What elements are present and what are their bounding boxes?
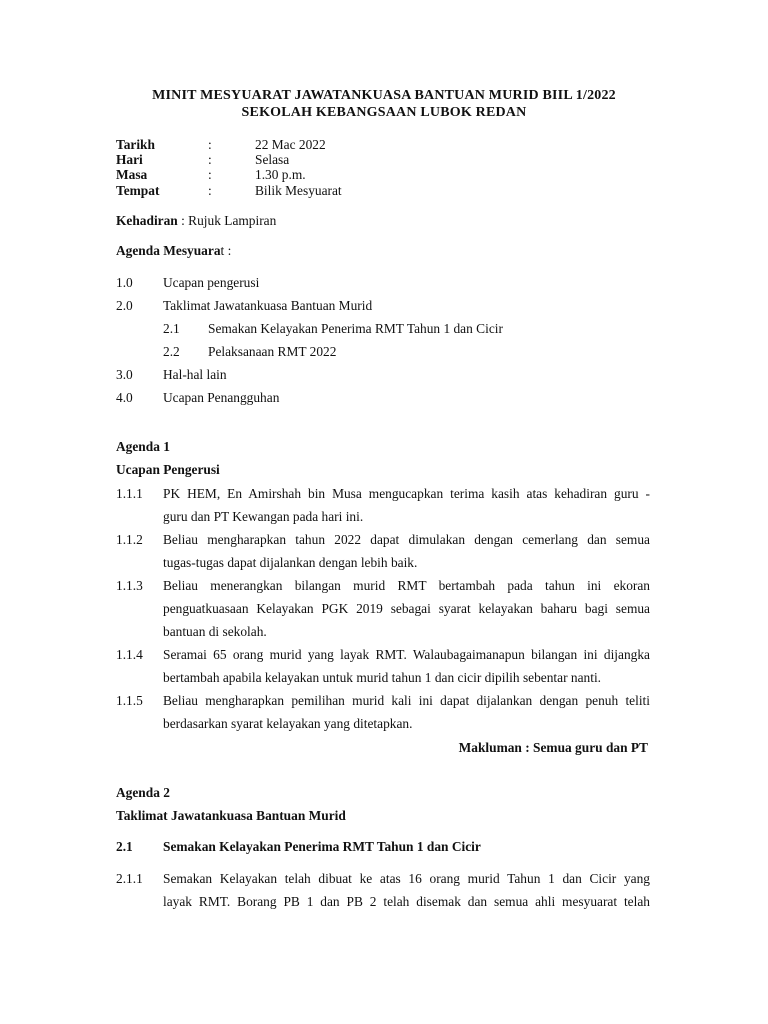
point-num: 2.1.1 [116, 871, 143, 886]
info-value-masa: 1.30 p.m. [255, 167, 306, 182]
agenda-subitem-num: 2.2 [163, 344, 180, 359]
point-line: PK HEM, En Amirshah bin Musa mengucapkan terima kasih atas kehadiran guru - [163, 486, 650, 501]
agenda-item-text: Taklimat Jawatankuasa Bantuan Murid [163, 298, 373, 313]
point-line: Beliau mengharapkan tahun 2022 dapat dimulakan dengan cemerlang dan semua [163, 532, 650, 547]
makluman-note: Makluman : Semua guru dan PT [458, 740, 648, 755]
info-value-tempat: Bilik Mesyuarat [255, 183, 342, 198]
info-value-tarikh: 22 Mac 2022 [255, 137, 326, 152]
point-num: 1.1.1 [116, 486, 143, 501]
point-line: penguatkuasaan Kelayakan PGK 2019 sebagai syarat kelayakan baharu bagi semua [163, 601, 650, 616]
kehadiran-text: : Rujuk Lampiran [177, 213, 277, 228]
document-title-line2: SEKOLAH KEBANGSAAN LUBOK REDAN [241, 105, 527, 120]
info-colon: : [208, 152, 212, 167]
point-line: Semakan Kelayakan telah dibuat ke atas 16 orang murid Tahun 1 dan Cicir yang [163, 871, 650, 886]
agenda-item-num: 1.0 [116, 275, 133, 290]
point-line: bantuan di sekolah. [163, 624, 267, 639]
kehadiran-line [116, 213, 276, 229]
agenda-item-num: 2.0 [116, 298, 133, 313]
point-line: bertambah apabila kelayakan untuk murid tahun 1 dan cicir dipilih sebentar nanti. [163, 670, 602, 685]
info-label-masa: Masa [116, 167, 148, 182]
agenda1-heading: Agenda 1 [116, 439, 170, 454]
point-num: 1.1.5 [116, 693, 143, 708]
agenda-mesyuarat-label: Agenda Mesyuara [116, 243, 221, 258]
info-colon: : [208, 137, 212, 152]
point-line: guru dan PT Kewangan pada hari ini. [163, 509, 364, 524]
info-colon: : [208, 183, 212, 198]
info-colon: : [208, 167, 212, 182]
section-title: Semakan Kelayakan Penerima RMT Tahun 1 dan Cicir [163, 839, 481, 854]
point-num: 1.1.4 [116, 647, 143, 662]
point-num: 1.1.2 [116, 532, 143, 547]
agenda-item-num: 4.0 [116, 390, 133, 405]
agenda2-subheading: Taklimat Jawatankuasa Bantuan Murid [116, 808, 346, 823]
point-line: Seramai 65 orang murid yang layak RMT. Walaubagaimanapun bilangan ini dijangka [163, 647, 650, 662]
point-line: Beliau menerangkan bilangan murid RMT bertambah pada tahun ini ekoran [163, 578, 650, 593]
section-num: 2.1 [116, 839, 133, 854]
document-title-line1: MINIT MESYUARAT JAWATANKUASA BANTUAN MURID BIIL 1/2022 [152, 88, 616, 103]
agenda2-heading: Agenda 2 [116, 785, 170, 800]
agenda-item-text: Ucapan Penangguhan [163, 390, 280, 405]
point-line: tugas-tugas dapat dijalankan dengan lebih baik. [163, 555, 418, 570]
agenda-subitem-text: Semakan Kelayakan Penerima RMT Tahun 1 dan Cicir [208, 321, 503, 336]
point-line: layak RMT. Borang PB 1 dan PB 2 telah disemak dan semua ahli mesyuarat telah [163, 894, 650, 909]
agenda-item-text: Ucapan pengerusi [163, 275, 260, 290]
info-label-hari: Hari [116, 152, 143, 167]
agenda-item-num: 3.0 [116, 367, 133, 382]
info-value-hari: Selasa [255, 152, 290, 167]
point-line: berdasarkan syarat kelayakan yang ditetapkan. [163, 716, 413, 731]
point-num: 1.1.3 [116, 578, 143, 593]
point-line: Beliau mengharapkan pemilihan murid kali ini dapat dijalankan dengan penuh teliti [163, 693, 650, 708]
agenda-subitem-text: Pelaksanaan RMT 2022 [208, 344, 337, 359]
agenda-mesyuarat-heading [116, 243, 231, 259]
kehadiran-label: Kehadiran [116, 213, 178, 228]
agenda1-subheading: Ucapan Pengerusi [116, 462, 220, 477]
agenda-subitem-num: 2.1 [163, 321, 180, 336]
agenda-mesyuarat-label-tail: t : [220, 243, 232, 258]
info-label-tarikh: Tarikh [116, 137, 155, 152]
agenda-item-text: Hal-hal lain [163, 367, 227, 382]
info-label-tempat: Tempat [116, 183, 160, 198]
